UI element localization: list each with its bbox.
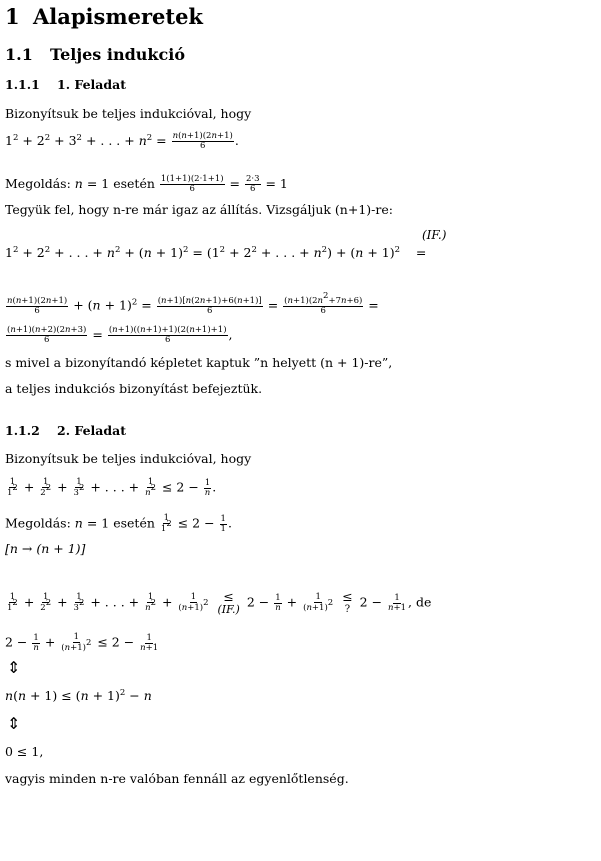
task1-assumption: Tegyük fel, hogy n-re már igaz az állítás. Vizsgáljuk (n+1)-re: — [5, 202, 393, 217]
task2-if-label: (IF.) — [217, 603, 240, 616]
fraction: $\frac{1}{2^2}$ — [40, 592, 52, 613]
fraction: $\frac{1}{n^2}$ — [145, 477, 156, 498]
fraction: $\frac{1}{n+1}$ — [140, 632, 159, 653]
task2-statement: $\frac{1}{1^2}$ + $\frac{1}{2^2}$ + $\frac{1}{3^2}$ + . . . + $\frac{1}{n^2}$ ≤ 2 − $\frac{1}{n}$ . — [7, 477, 217, 498]
task2-case-word: esetén — [113, 515, 155, 531]
subsection-heading — [5, 45, 185, 64]
fraction: $\frac{(n+1)(2n^2+7n+6)}{6}$ — [284, 291, 363, 316]
section-title: Alapismeretek — [33, 4, 203, 29]
fraction: $\frac{1}{n^2}$ — [145, 592, 156, 613]
section-heading — [5, 4, 203, 29]
task2-solution-label: Megoldás: — [5, 515, 71, 531]
task1-derivation-line1: $\frac{n(n+1)(2n+1)}{6}$ + $(n + 1)^2$ = $\frac{(n+1)[n(2n+1)+6(n+1)]}{6}$ = $\frac{(n+1)(2n^2+7n+6)}{6}$ = — [7, 291, 379, 316]
fraction: $\frac{1}{2^2}$ — [40, 477, 52, 498]
fraction: $\frac{1}{1^2}$ — [7, 592, 18, 613]
task2-induction-inequality: $\frac{1}{1^2}$ + $\frac{1}{2^2}$ + $\frac{1}{3^2}$ + . . . + $\frac{1}{n^2}$ + $\frac{1}{(n+1)^2}$ ≤ (IF.) 2 − $\frac{1}{n}$ + $\frac{1}{(n+1)^2}$ ≤ ? 2 − $\frac{1}{n+1}$ , de — [7, 589, 432, 616]
equivalence-arrow-icon: ⇕ — [7, 714, 21, 733]
task2-step: [n → (n + 1)] — [5, 541, 86, 556]
fraction: $\frac{1}{n}$ — [204, 477, 211, 498]
task2-trivial-inequality: 0 ≤ 1, — [5, 744, 44, 759]
equivalence-arrow-icon: ⇕ — [7, 658, 21, 677]
section-number: 1 — [5, 4, 20, 29]
fraction: $\frac{(n+1)(n+2)(2n+3)}{6}$ — [7, 325, 87, 345]
task1-title: 1. Feladat — [57, 77, 127, 92]
task2-polynomial-inequality: $n(n + 1) \le (n + 1)^2 - n$ — [5, 688, 152, 703]
fraction: $\frac{1}{1}$ — [220, 513, 226, 534]
task1-comma: , — [228, 327, 233, 342]
fraction: $\frac{1}{3^2}$ — [73, 592, 85, 613]
fraction: $\frac{1}{(n+1)^2}$ — [303, 592, 334, 613]
fraction: $\frac{1}{n}$ — [33, 632, 39, 653]
fraction: $\frac{1}{n}$ — [275, 592, 281, 613]
task2-question-mark: ? — [344, 604, 351, 615]
fraction: $\frac{1}{n+1}$ — [388, 592, 407, 613]
task1-derivation-line2: $\frac{(n+1)(n+2)(2n+3)}{6}$ = $\frac{(n+1)((n+1)+1)(2(n+1)+1)}{6}$ , — [7, 325, 233, 345]
task2-heading — [5, 423, 126, 438]
task2-title: 2. Feladat — [57, 423, 127, 438]
fraction: $\frac{1}{(n+1)^2}$ — [178, 592, 209, 613]
leq-with-if: ≤ (IF.) — [217, 589, 240, 616]
fraction: $\frac{1}{3^2}$ — [73, 477, 85, 498]
task1-solution-label: Megoldás: — [5, 176, 71, 191]
fraction: $\frac{2\cdot 3}{6}$ — [245, 174, 260, 194]
task2-final: vagyis minden n-re valóban fennáll az egyenlőtlenség. — [5, 771, 349, 786]
task2-reduced-inequality: 2 − $\frac{1}{n}$ + $\frac{1}{(n+1)^2}$ ≤ 2 − $\frac{1}{n+1}$ — [5, 632, 159, 653]
fraction: $\frac{n(n+1)(2n+1)}{6}$ — [172, 131, 233, 151]
fraction: $\frac{(n+1)((n+1)+1)(2(n+1)+1)}{6}$ — [108, 325, 227, 345]
subsection-title: Teljes indukció — [50, 45, 185, 64]
task1-if-label: (IF.) — [422, 228, 447, 242]
task1-number: 1.1.1 — [5, 77, 40, 92]
fraction: $\frac{1(1+1)(2\cdot 1+1)}{6}$ — [160, 174, 224, 194]
task1-intro: Bizonyítsuk be teljes indukcióval, hogy — [5, 106, 252, 121]
task1-statement: $1^2 + 2^2 + 3^2$ + . . . + $n^2$ = $\frac{n(n+1)(2n+1)}{6}$ . — [5, 131, 239, 151]
leq-with-question: ≤ ? — [342, 589, 353, 615]
fraction: $\frac{1}{1^2}$ — [7, 477, 18, 498]
task1-case-word: esetén — [113, 176, 155, 191]
task1-conclusion-line1: s mivel a bizonyítandó képletet kaptuk ”n helyett (n + 1)-re”, — [5, 355, 393, 370]
task2-intro: Bizonyítsuk be teljes indukcióval, hogy — [5, 451, 252, 466]
task2-de: , de — [408, 594, 432, 610]
task1-conclusion-line2: a teljes indukciós bizonyítást befejeztük. — [5, 381, 263, 396]
fraction: $\frac{(n+1)[n(2n+1)+6(n+1)]}{6}$ — [157, 295, 262, 316]
fraction: $\frac{n(n+1)(2n+1)}{6}$ — [7, 295, 68, 316]
fraction: $\frac{1}{(n+1)^2}$ — [61, 632, 92, 653]
task1-base-case: Megoldás: n = 1 esetén $\frac{1(1+1)(2\cdot 1+1)}{6}$ = $\frac{2\cdot 3}{6}$ = 1 — [5, 174, 288, 194]
task1-induction-equation: $1^2 + 2^2$ + . . . + $n^2 + (n + 1)^2 = (1^2 + 2^2$ + . . . + $n^2) + (n + 1)^2$ = — [5, 245, 427, 260]
task2-number: 1.1.2 — [5, 423, 40, 438]
subsection-number: 1.1 — [5, 45, 33, 64]
task2-base-case: Megoldás: n = 1 esetén $\frac{1}{1^2}$ ≤ 2 − $\frac{1}{1}$ . — [5, 513, 232, 534]
fraction: $\frac{1}{1^2}$ — [160, 513, 172, 534]
task1-heading — [5, 77, 126, 92]
